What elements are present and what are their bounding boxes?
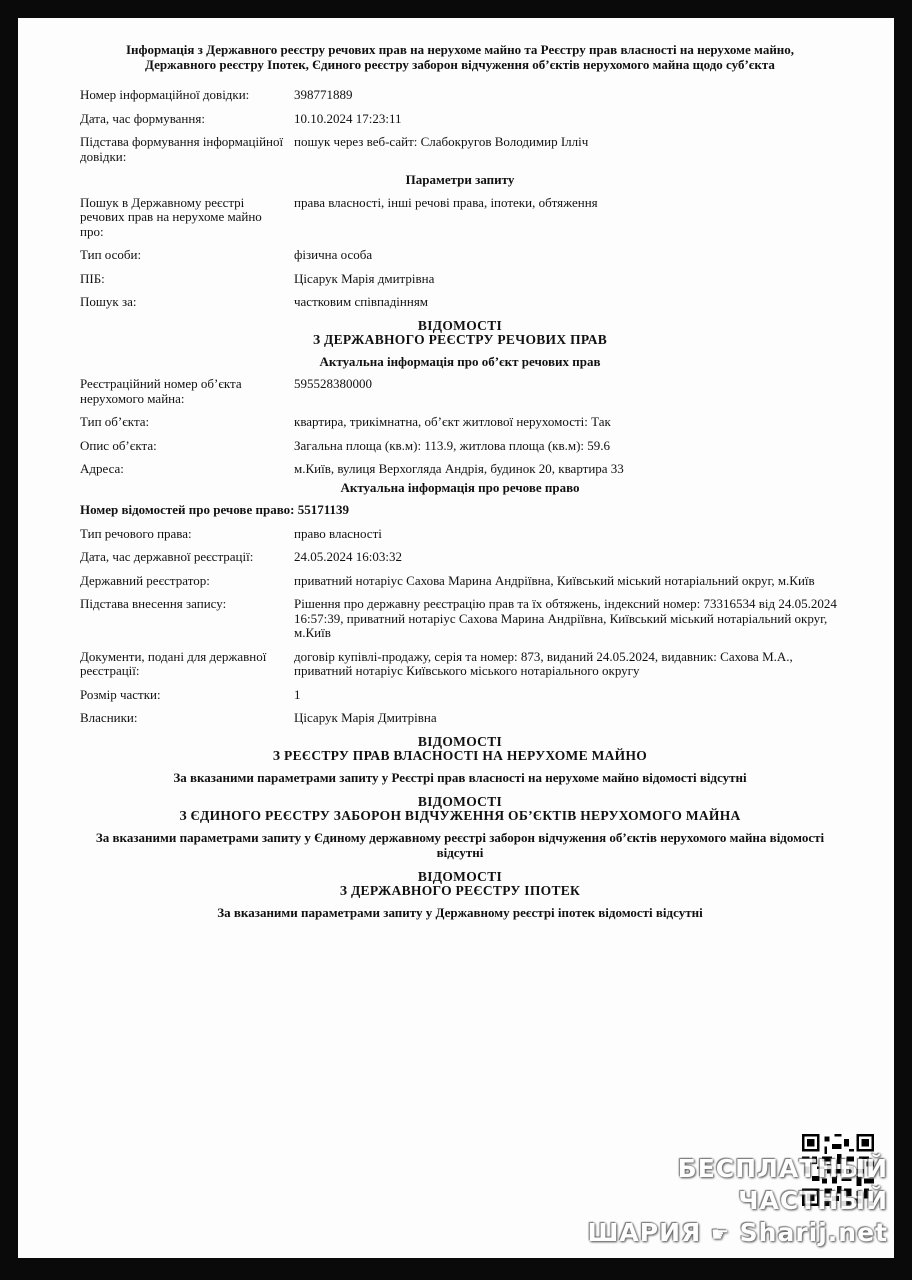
info-label: Номер інформаційної довідки: — [80, 87, 250, 102]
section-title-line: З РЕЄСТРУ ПРАВ ВЛАСНОСТІ НА НЕРУХОМЕ МАЙНО — [272, 747, 648, 763]
section-rights-title — [80, 319, 840, 347]
object-row — [80, 377, 840, 406]
right-row — [80, 711, 840, 726]
header-line-2: Державного реєстру Іпотек, Єдиного реєстру заборон відчуження об’єктів нерухомого майна щодо суб’єкта — [145, 57, 775, 72]
right-label: Власники: — [80, 710, 138, 725]
object-label: Опис об’єкта: — [80, 437, 157, 453]
info-value: 398771889 — [294, 87, 353, 102]
object-row — [80, 439, 840, 454]
section-title-line: ВІДОМОСТІ — [417, 317, 503, 333]
document-page — [18, 18, 894, 1258]
object-row — [80, 462, 840, 477]
param-row — [80, 272, 840, 287]
right-row — [80, 550, 840, 565]
section-title-line: З ДЕРЖАВНОГО РЕЄСТРУ РЕЧОВИХ ПРАВ — [312, 331, 608, 347]
object-info-title: Актуальна інформація про об’єкт речових прав — [319, 353, 601, 369]
info-value: пошук через веб-сайт: Слабокругов Володимир Ілліч — [294, 134, 589, 149]
param-label: ПІБ: — [80, 270, 105, 286]
object-label: Адреса: — [80, 461, 124, 476]
right-label: Тип речового права: — [80, 525, 192, 541]
object-value: 595528380000 — [294, 376, 372, 391]
watermark-site: Sharij.net — [739, 1218, 888, 1247]
section-ownership-title — [80, 735, 840, 763]
watermark-word: ШАРИЯ — [587, 1218, 702, 1247]
watermark — [578, 1153, 888, 1250]
right-label: Розмір частки: — [80, 686, 161, 702]
right-label: Дата, час державної реєстрації: — [80, 549, 254, 564]
object-value: Загальна площа (кв.м): 113.9, житлова площа (кв.м): 59.6 — [294, 437, 611, 453]
section-title-line: ВІДОМОСТІ — [417, 733, 503, 749]
document-body — [80, 42, 840, 931]
right-value: Цісарук Марія Дмитрівна — [294, 710, 437, 725]
right-info-title: Актуальна інформація про речове право — [340, 479, 580, 495]
section-mortgage-title — [80, 870, 840, 898]
right-value: договір купівлі-продажу, серія та номер: 873, виданий 24.05.2024, видавник: Сахова М.А., приватний нотаріус Київського міського нотаріального округу — [294, 648, 793, 678]
right-row — [80, 650, 840, 679]
object-row — [80, 415, 840, 430]
param-row — [80, 196, 840, 240]
section-title-line: ВІДОМОСТІ — [417, 794, 503, 809]
header-line-1: Інформація з Державного реєстру речових прав на нерухоме майно та Реєстру прав власності на нерухоме майно, — [125, 42, 795, 57]
info-row — [80, 88, 840, 103]
right-value: право власності — [294, 525, 382, 541]
right-number: Номер відомостей про речове право: 55171139 — [80, 502, 349, 517]
object-label: Реєстраційний номер об’єкта нерухомого майна: — [80, 376, 242, 406]
watermark-line-1: БЕСПЛАТНЫЙ ЧАСТНЫЙ — [677, 1154, 888, 1215]
right-value: 24.05.2024 16:03:32 — [294, 549, 402, 564]
info-row — [80, 112, 840, 127]
right-row — [80, 597, 840, 641]
section-title-line: ВІДОМОСТІ — [417, 869, 503, 884]
info-value: 10.10.2024 17:23:11 — [294, 110, 402, 126]
right-value: 1 — [294, 686, 301, 702]
document-header — [80, 42, 840, 72]
ownership-note: За вказаними параметрами запиту у Реєстрі прав власності на нерухоме майно відомості відсутні — [173, 769, 747, 785]
bans-note: За вказаними параметрами запиту у Єдиному державному реєстрі заборон відчуження об’єктів нерухомого майна відомості відсутні — [95, 830, 825, 860]
right-row — [80, 688, 840, 703]
info-row — [80, 135, 840, 164]
mortgage-note: За вказаними параметрами запиту у Державному реєстрі іпотек відомості відсутні — [217, 905, 703, 920]
object-value: м.Київ, вулиця Верхогляда Андрія, будинок 20, квартира 33 — [294, 461, 624, 476]
info-label: Підстава формування інформаційної довідки: — [80, 134, 284, 164]
watermark-line-2 — [578, 1217, 888, 1250]
param-label: Пошук в Державному реєстрі речових прав на нерухоме майно про: — [80, 194, 262, 239]
section-title-line: З ЄДИНОГО РЕЄСТРУ ЗАБОРОН ВІДЧУЖЕННЯ ОБ’ЄКТІВ НЕРУХОМОГО МАЙНА — [179, 808, 741, 823]
right-value: приватний нотаріус Сахова Марина Андріївна, Київський міський нотаріальний округ, м.Київ — [294, 572, 815, 588]
param-row — [80, 295, 840, 310]
object-label: Тип об’єкта: — [80, 414, 150, 429]
right-label: Державний реєстратор: — [80, 572, 210, 588]
param-value: частковим співпадінням — [294, 294, 429, 309]
right-row — [80, 574, 840, 589]
section-bans-title — [80, 795, 840, 823]
right-label: Підстава внесення запису: — [80, 596, 227, 611]
param-value: права власності, інші речові права, іпотеки, обтяження — [294, 194, 598, 210]
pointing-hand-icon: ☛ — [711, 1222, 730, 1246]
object-value: квартира, трикімнатна, об’єкт житлової нерухомості: Так — [294, 414, 611, 429]
section-title-line: З ДЕРЖАВНОГО РЕЄСТРУ ІПОТЕК — [339, 883, 581, 898]
right-row — [80, 527, 840, 542]
right-label: Документи, подані для державної реєстрації: — [80, 648, 267, 678]
right-value: Рішення про державну реєстрацію прав та їх обтяжень, індексний номер: 73316534 від 24.05.2024 16:57:39, приватний нотаріус Сахова Марина Андріївна, Київський міський нотаріальний округ, м.Київ — [294, 596, 837, 640]
info-label: Дата, час формування: — [80, 110, 205, 126]
param-value: фізична особа — [294, 247, 373, 262]
param-label: Пошук за: — [80, 294, 137, 309]
param-value: Цісарук Марія дмитрівна — [294, 270, 435, 286]
params-title: Параметри запиту — [405, 172, 515, 187]
param-label: Тип особи: — [80, 247, 142, 262]
param-row — [80, 248, 840, 263]
